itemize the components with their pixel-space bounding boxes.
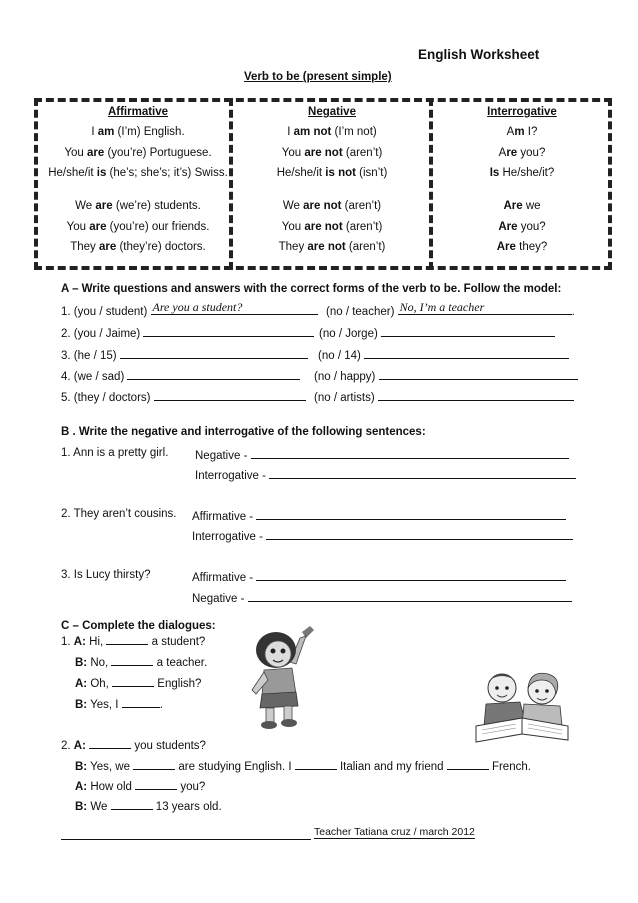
transform-label: Affirmative - <box>192 572 254 584</box>
speaker: B: <box>75 801 88 813</box>
cell-text: He/she/it? <box>499 167 555 179</box>
answer-line[interactable] <box>251 447 569 459</box>
speaker: B: <box>75 699 88 711</box>
table-cell <box>498 221 545 233</box>
answer-line[interactable] <box>248 590 572 602</box>
table-cell <box>70 241 206 253</box>
answer-line[interactable] <box>120 347 308 359</box>
section-a-item-5 <box>61 389 306 404</box>
dialogue-2-line-4 <box>75 798 222 813</box>
table-cell <box>279 241 386 253</box>
cell-text: I <box>91 126 98 138</box>
dialogue-text: Italian and my friend <box>339 761 444 773</box>
cell-text: (aren’t) <box>341 200 382 212</box>
verb-form: are <box>99 241 117 253</box>
verb-form: is not <box>325 167 356 179</box>
dialogue-1-line-1 <box>61 633 205 648</box>
cell-text: you? <box>517 221 546 233</box>
table-cell <box>503 200 540 212</box>
answer-line[interactable] <box>398 300 572 315</box>
transform-label: Interrogative - <box>195 470 266 482</box>
table-cell <box>67 221 210 233</box>
section-a-item-2 <box>61 325 314 340</box>
cell-text: (I’m not) <box>331 126 377 138</box>
cell-text: You <box>281 147 305 159</box>
blank[interactable] <box>133 758 175 770</box>
section-b-item-2-line-2 <box>192 528 573 543</box>
table-header: Affirmative <box>107 106 169 118</box>
table-header: Negative <box>308 106 356 118</box>
dialogue-text: How old <box>90 781 132 793</box>
end-period: . <box>571 306 575 318</box>
cell-text: they? <box>515 241 548 253</box>
item-prompt-right: (no / 14) <box>318 350 361 362</box>
transform-label: Negative - <box>195 450 248 462</box>
cell-text: (he’s; she’s; it’s) Swiss. <box>106 167 228 179</box>
transform-label: Negative - <box>192 593 245 605</box>
cell-text: He/she/it <box>48 167 97 179</box>
answer-line[interactable] <box>378 389 574 401</box>
section-b-item-1-line-1 <box>195 447 569 462</box>
dialogue-text: a teacher. <box>156 657 208 669</box>
girl-waving-illustration <box>240 624 330 734</box>
verb-form: are <box>95 200 113 212</box>
blank[interactable] <box>122 696 160 708</box>
table-cell <box>48 167 228 179</box>
blank[interactable] <box>111 798 153 810</box>
table-header: Interrogative <box>487 106 557 118</box>
item-prompt: 5. (they / doctors) <box>61 392 151 404</box>
dialogue-text: Yes, I <box>90 699 119 711</box>
verb-form: re <box>506 147 518 159</box>
section-a-item-3-right <box>318 347 569 362</box>
answer-line[interactable] <box>143 325 314 337</box>
verb-form: Are <box>496 241 516 253</box>
table-cell <box>91 126 184 138</box>
answer-line[interactable] <box>256 569 566 581</box>
cell-text: I? <box>524 126 538 138</box>
section-b-sentence-1: 1. Ann is a pretty girl. <box>61 447 169 459</box>
verb-form: am <box>97 126 115 138</box>
cell-text: (they’re) doctors. <box>116 241 206 253</box>
cell-text: They <box>278 241 308 253</box>
table-cell <box>283 200 381 212</box>
section-b-item-3-line-1 <box>192 569 566 584</box>
item-prompt-right: (no / artists) <box>314 392 375 404</box>
section-a-item-3 <box>61 347 308 362</box>
section-b-sentence-3: 3. Is Lucy thirsty? <box>61 569 151 581</box>
cell-text: (you’re) our friends. <box>106 221 210 233</box>
answer-line[interactable] <box>151 300 318 315</box>
transform-label: Interrogative - <box>192 531 263 543</box>
cell-text: (aren’t) <box>342 147 383 159</box>
answer-line[interactable] <box>256 508 566 520</box>
answer-line[interactable] <box>364 347 569 359</box>
cell-text: (we’re) students. <box>112 200 201 212</box>
cell-text: You <box>281 221 305 233</box>
verb-form: Are <box>498 221 518 233</box>
item-prompt: 1. (you / student) <box>61 306 148 318</box>
cell-text: you? <box>517 147 546 159</box>
section-c-heading: C – Complete the dialogues: <box>61 620 216 632</box>
verb-form: are not <box>303 200 342 212</box>
verb-form: Is <box>489 167 500 179</box>
dialogue-text: French. <box>491 761 531 773</box>
blank[interactable] <box>135 778 177 790</box>
table-cell <box>282 147 383 159</box>
dialogue-text: Hi, <box>89 636 104 648</box>
table-cell <box>64 147 211 159</box>
dialogue-text: you students? <box>134 740 206 752</box>
item-prompt-right: (no / teacher) <box>326 306 395 318</box>
table-cell <box>490 167 555 179</box>
answer-line[interactable] <box>381 325 555 337</box>
item-prompt: 2. (you / Jaime) <box>61 328 141 340</box>
cell-text: We <box>282 200 304 212</box>
footer-credit: Teacher Tatiana cruz / march 2012 <box>314 826 475 838</box>
table-cell <box>497 241 548 253</box>
section-a-item-5-right <box>314 389 574 404</box>
answer-line[interactable] <box>379 368 578 380</box>
cell-text: (you’re) Portuguese. <box>104 147 212 159</box>
blank[interactable] <box>112 675 154 687</box>
section-a-item-4-right <box>314 368 578 383</box>
dialogue-text: a student? <box>151 636 206 648</box>
dialogue-number: 2. <box>61 740 71 752</box>
section-b-item-1-line-2 <box>195 467 576 482</box>
dialogue-text: are studying English. I <box>178 761 292 773</box>
footer-rule <box>61 839 311 840</box>
dialogue-text: . <box>159 699 163 711</box>
verb-form: are not <box>307 241 346 253</box>
speaker: A: <box>75 678 88 690</box>
cell-text: He/she/it <box>276 167 326 179</box>
section-a-item-2-right <box>319 325 555 340</box>
cell-text: A <box>506 126 515 138</box>
dialogue-text: Oh, <box>90 678 109 690</box>
verb-form: is <box>96 167 107 179</box>
cell-text: (aren’t) <box>345 241 386 253</box>
blank[interactable] <box>295 758 337 770</box>
worksheet-title: English Worksheet <box>418 47 540 62</box>
verb-form: am not <box>293 126 332 138</box>
dialogue-1-line-2 <box>75 654 207 669</box>
blank[interactable] <box>89 737 131 749</box>
cell-text: I <box>287 126 294 138</box>
table-cell <box>507 126 538 138</box>
dialogue-text: Yes, we <box>90 761 130 773</box>
speaker: A: <box>73 636 86 648</box>
blank[interactable] <box>447 758 489 770</box>
cell-text: we <box>522 200 541 212</box>
answer-line[interactable] <box>266 528 573 540</box>
section-a-item-1-right <box>326 300 575 318</box>
cell-text: We <box>75 200 96 212</box>
item-prompt-right: (no / happy) <box>314 371 376 383</box>
dialogue-text: English? <box>157 678 202 690</box>
item-prompt: 4. (we / sad) <box>61 371 125 383</box>
cell-text: (I’m) English. <box>114 126 185 138</box>
dialogue-text: We <box>90 801 108 813</box>
speaker: B: <box>75 657 88 669</box>
dialogue-1-line-4 <box>75 696 163 711</box>
dialogue-2-line-2 <box>75 758 531 773</box>
table-cell <box>287 126 376 138</box>
verb-form: Are <box>503 200 523 212</box>
dialogue-text: 13 years old. <box>155 801 222 813</box>
table-cell <box>499 147 546 159</box>
cell-text: A <box>498 147 507 159</box>
speaker: A: <box>73 740 86 752</box>
section-a-item-1 <box>61 300 318 318</box>
column-divider-2 <box>429 98 433 270</box>
answer-line[interactable] <box>127 368 300 380</box>
item-prompt-right: (no / Jorge) <box>319 328 378 340</box>
table-cell <box>277 167 388 179</box>
transform-label: Affirmative - <box>192 511 254 523</box>
verb-form: are <box>86 147 105 159</box>
section-b-item-2-line-1 <box>192 508 566 523</box>
dialogue-text: you? <box>180 781 206 793</box>
item-prompt: 3. (he / 15) <box>61 350 117 362</box>
table-cell <box>75 200 201 212</box>
cell-text: They <box>70 241 99 253</box>
dialogue-2-line-3 <box>75 778 205 793</box>
model-answer-question: Are you a student? <box>152 300 243 314</box>
verb-form: m <box>514 126 525 138</box>
section-a-item-4 <box>61 368 300 383</box>
dialogue-number: 1. <box>61 636 71 648</box>
verb-form: are not <box>304 221 343 233</box>
worksheet-subtitle: Verb to be (present simple) <box>244 71 392 83</box>
model-answer-reply: No, I’m a teacher <box>399 300 485 314</box>
blank[interactable] <box>106 633 148 645</box>
speaker: A: <box>75 781 88 793</box>
dialogue-text: No, <box>90 657 109 669</box>
dialogue-2-line-1 <box>61 737 206 752</box>
section-b-sentence-2: 2. They aren’t cousins. <box>61 508 177 520</box>
table-cell <box>282 221 383 233</box>
section-b-heading: B . Write the negative and interrogative of the following sentences: <box>61 426 426 438</box>
speaker: B: <box>75 761 88 773</box>
cell-text: You <box>64 147 87 159</box>
cell-text: (isn’t) <box>355 167 388 179</box>
verb-form: are not <box>304 147 343 159</box>
cell-text: (aren’t) <box>342 221 383 233</box>
kids-reading-illustration <box>470 668 575 750</box>
column-divider-1 <box>229 98 233 270</box>
dialogue-1-line-3 <box>75 675 201 690</box>
section-a-heading: A – Write questions and answers with the correct forms of the verb to be. Follow the model: <box>61 283 562 295</box>
cell-text: You <box>66 221 90 233</box>
blank[interactable] <box>111 654 153 666</box>
answer-line[interactable] <box>154 389 306 401</box>
verb-form: are <box>89 221 107 233</box>
answer-line[interactable] <box>269 467 576 479</box>
section-b-item-3-line-2 <box>192 590 572 605</box>
